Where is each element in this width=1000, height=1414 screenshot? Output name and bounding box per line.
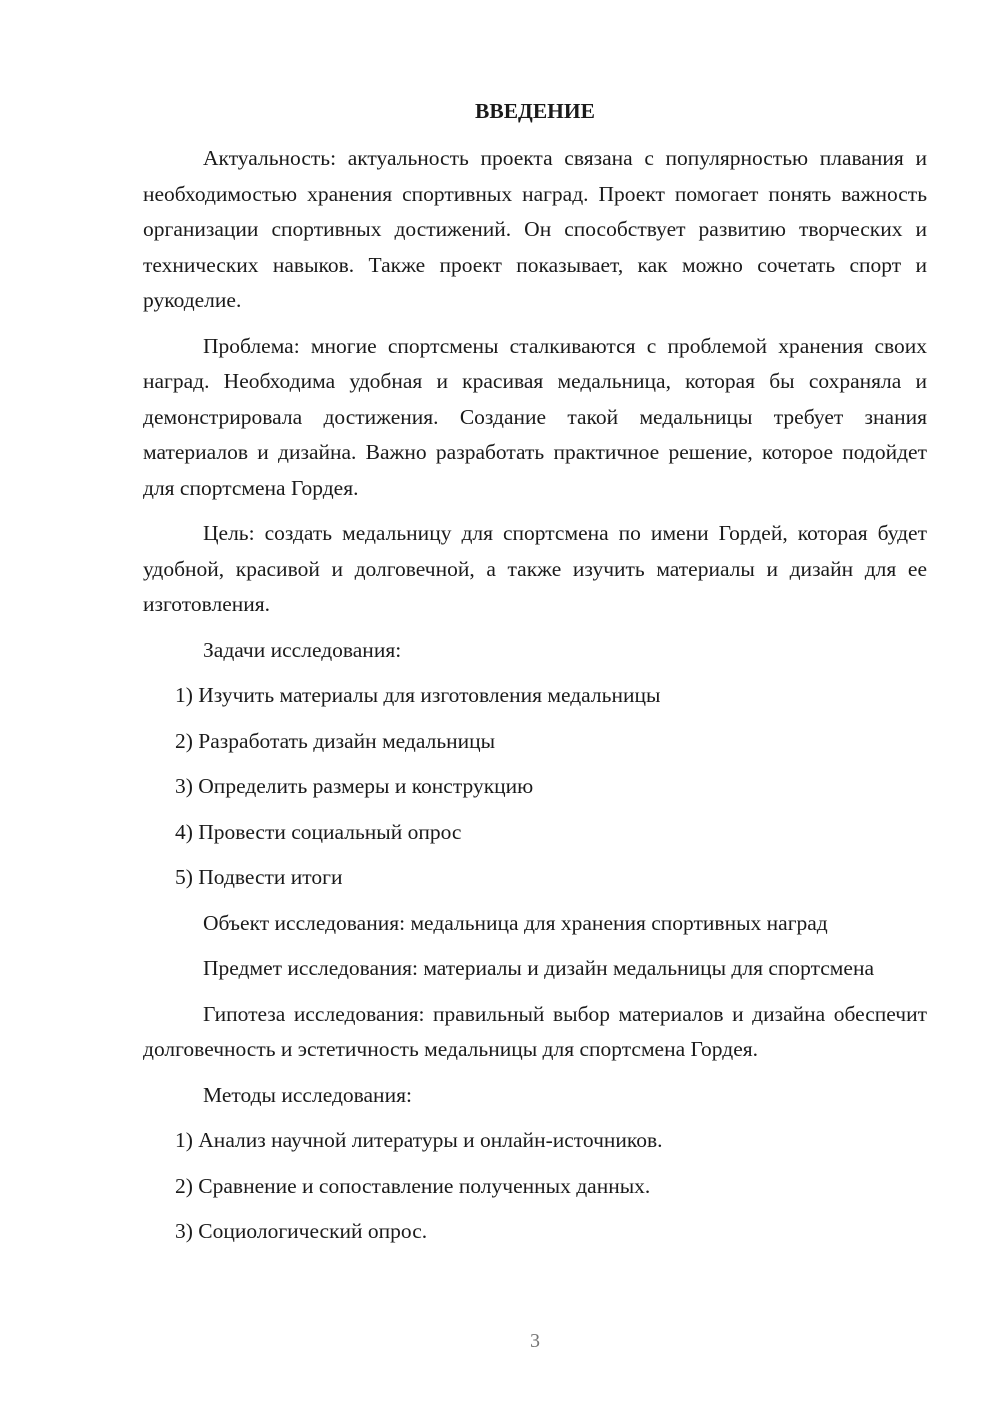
page-content	[143, 94, 927, 1260]
list-item: 3) Социологический опрос.	[175, 1219, 428, 1243]
list-item: 2) Сравнение и сопоставление полученных данных.	[175, 1173, 651, 1198]
list-item: 2) Разработать дизайн медальницы	[175, 728, 496, 753]
list-item: 4) Провести социальный опрос	[175, 819, 462, 844]
relevance-paragraph: Актуальность: актуальность проекта связана с популярностью плавания и необходимостью хранения спортивных наград. Проект помогает понять важность организации спортивных достижений. Он способствует развитию творческих и технических навыков. Также проект показывает, как можно сочетать спорт и рукоделие.	[143, 146, 927, 312]
section-heading: ВВЕДЕНИЕ	[475, 99, 595, 123]
problem-paragraph: Проблема: многие спортсмены сталкиваются с проблемой хранения своих наград. Необходима удобная и красивая медальница, которая бы сохраняла и демонстрировала достижения. Создание такой медальницы требует знания материалов и дизайна. Важно разработать практичное решение, которое подойдет для спортсмена Гордея.	[143, 333, 927, 500]
list-item: 1) Изучить материалы для изготовления медальницы	[175, 683, 661, 707]
page-number: 3	[530, 1330, 540, 1352]
list-item: 1) Анализ научной литературы и онлайн-источников.	[175, 1128, 663, 1152]
hypothesis-paragraph: Гипотеза исследования: правильный выбор материалов и дизайна обеспечит долговечность и эстетичность медальницы для спортсмена Гордея.	[143, 1001, 927, 1061]
methods-label: Методы исследования:	[203, 1082, 412, 1107]
methods-list	[143, 1123, 927, 1250]
tasks-label: Задачи исследования:	[203, 637, 402, 662]
goal-paragraph: Цель: создать медальницу для спортсмена по имени Гордей, которая будет удобной, красивой и долговечной, а также изучить материалы и дизайн для ее изготовления.	[143, 521, 927, 616]
object-paragraph: Объект исследования: медальница для хранения спортивных наград	[203, 910, 828, 935]
tasks-list	[143, 678, 927, 896]
subject-paragraph: Предмет исследования: материалы и дизайн медальницы для спортсмена	[203, 956, 874, 980]
list-item: 3) Определить размеры и конструкцию	[175, 774, 534, 798]
list-item: 5) Подвести итоги	[175, 865, 343, 889]
